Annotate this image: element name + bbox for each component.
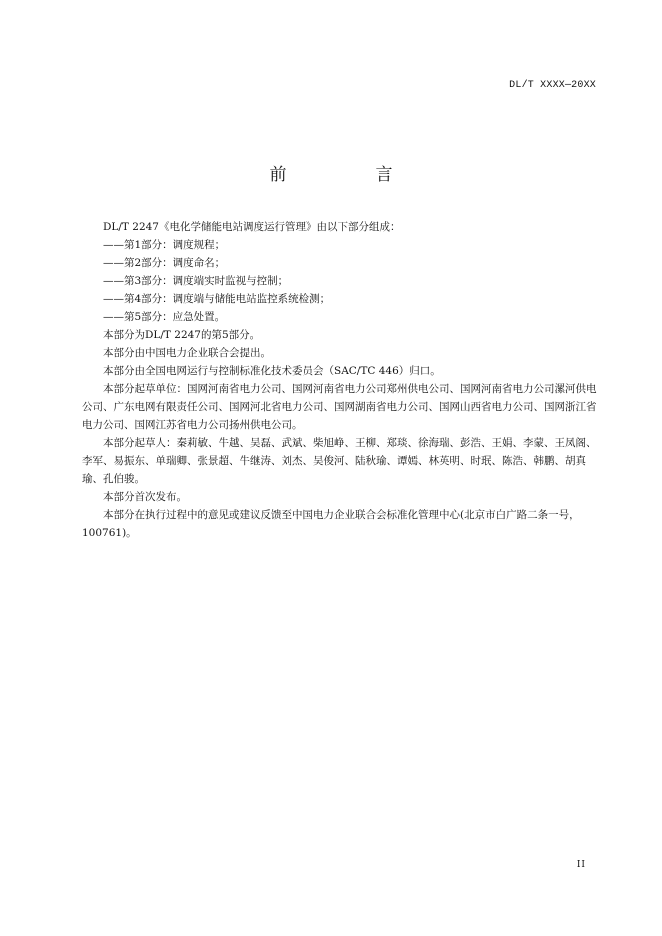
paragraph-drafting-units: 本部分起草单位：国网河南省电力公司、国网河南省电力公司郑州供电公司、国网河南省电力公司漯河供电公司、广东电网有限责任公司、国网河北省电力公司、国网湖南省电力公司、国网山西省电力公司、国网浙江省电力公司、国网江苏省电力公司扬州供电公司。 [82,383,597,431]
paragraph-feedback: 本部分在执行过程中的意见或建议反馈至中国电力企业联合会标准化管理中心(北京市白广路二条一号，100761)。 [82,509,580,539]
paragraph-responsible-committee: 本部分由全国电网运行与控制标准化技术委员会（SAC/TC 446）归口。 [103,365,441,377]
paragraph-part-statement: 本部分为DL/T 2247的第5部分。 [103,329,261,341]
paragraph-composition-intro: DL/T 2247《电化学储能电站调度运行管理》由以下部分组成： [103,221,401,233]
list-item-part-4: ——第4部分：调度端与储能电站监控系统检测； [103,293,331,305]
paragraph-proposer: 本部分由中国电力企业联合会提出。 [103,347,271,359]
list-item-part-1: ——第1部分：调度规程； [103,239,226,251]
page-number: II [576,860,586,870]
list-item-part-3: ——第3部分：调度端实时监视与控制； [103,275,289,287]
list-item-part-5: ——第5部分：应急处置。 [103,311,226,323]
paragraph-first-release: 本部分首次发布。 [103,491,187,503]
list-item-part-2: ——第2部分：调度命名； [103,257,226,269]
preface-body [82,218,602,542]
paragraph-drafters: 本部分起草人：秦莉敏、牛越、吴磊、武斌、柴旭峥、王柳、郑琰、徐海瑞、彭浩、王娟、李蒙、王凤阁、李军、易振东、单瑞卿、张景超、牛继涛、刘杰、吴俊河、陆秋瑜、谭嫣、林英明、时珉、陈浩、韩鹏、胡真瑜、孔伯骏。 [82,437,597,485]
document-code-header: DL/T XXXX—20XX [509,80,596,91]
page-title: 前 言 [269,165,429,185]
